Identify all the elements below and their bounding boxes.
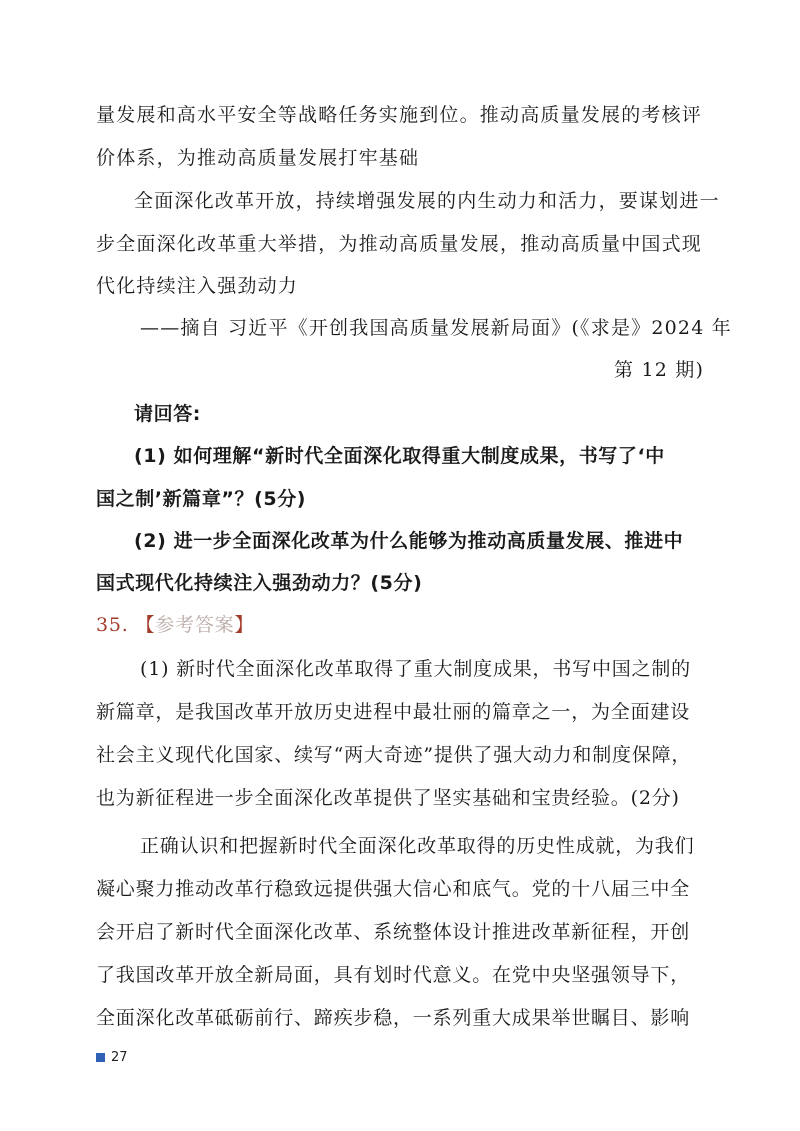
question-2-cont: 国式现代化持续注入强劲动力？(5分) — [96, 572, 423, 594]
answer-bracket-close: 】 — [234, 614, 255, 636]
passage-source-issue: 第 12 期) — [614, 359, 705, 381]
answer-line: 凝心聚力推动改革行稳致远提供强大信心和底气。党的十八届三中全 — [96, 878, 691, 900]
passage-line: 代化持续注入强劲动力 — [96, 275, 299, 297]
answer-line: 也为新征程进一步全面深化改革提供了坚实基础和宝贵经验。(2分) — [96, 787, 680, 809]
page-footer — [96, 1050, 128, 1065]
answer-bracket-open: 【 — [135, 614, 156, 636]
passage-line: 步全面深化改革重大举措，为推动高质量发展，推动高质量中国式现 — [96, 233, 703, 255]
answer-line: 正确认识和把握新时代全面深化改革取得的历史性成就，为我们 — [140, 835, 695, 857]
answer-number: 35. — [96, 614, 129, 636]
answer-line: 新篇章，是我国改革开放历史进程中最壮丽的篇章之一，为全面建设 — [96, 701, 691, 723]
question-prompt: 请回答: — [134, 403, 201, 425]
answer-line: 社会主义现代化国家、续写“两大奇迹”提供了强大动力和制度保障， — [96, 744, 692, 766]
answer-line: (1) 新时代全面深化改革取得了重大制度成果，书写中国之制的 — [140, 658, 691, 680]
question-2: (2) 进一步全面深化改革为什么能够为推动高质量发展、推进中 — [134, 530, 684, 552]
question-1-cont: 国之制’新篇章”？(5分) — [96, 488, 307, 510]
page-number: 27 — [111, 1050, 128, 1065]
passage-line: 量发展和高水平安全等战略任务实施到位。推动高质量发展的考核评 — [96, 104, 703, 126]
answer-title: 参考答案 — [155, 614, 235, 636]
passage-line: 价体系，为推动高质量发展打牢基础 — [96, 147, 420, 169]
answer-line: 了我国改革开放全新局面，具有划时代意义。在党中央坚强领导下， — [96, 964, 691, 986]
passage-source: ——摘自 习近平《开创我国高质量发展新局面》(《求是》2024 年 — [140, 317, 732, 339]
answer-line: 会开启了新时代全面深化改革、系统整体设计推进改革新征程，开创 — [96, 921, 691, 943]
passage-line: 全面深化改革开放，持续增强发展的内生动力和活力，要谋划进一 — [134, 190, 720, 212]
answer-heading — [96, 611, 254, 639]
question-1: (1) 如何理解“新时代全面深化取得重大制度成果，书写了‘中 — [134, 445, 665, 467]
page-marker-icon — [96, 1053, 105, 1062]
answer-line: 全面深化改革砥砺前行、蹄疾步稳，一系列重大成果举世瞩目、影响 — [96, 1007, 691, 1029]
